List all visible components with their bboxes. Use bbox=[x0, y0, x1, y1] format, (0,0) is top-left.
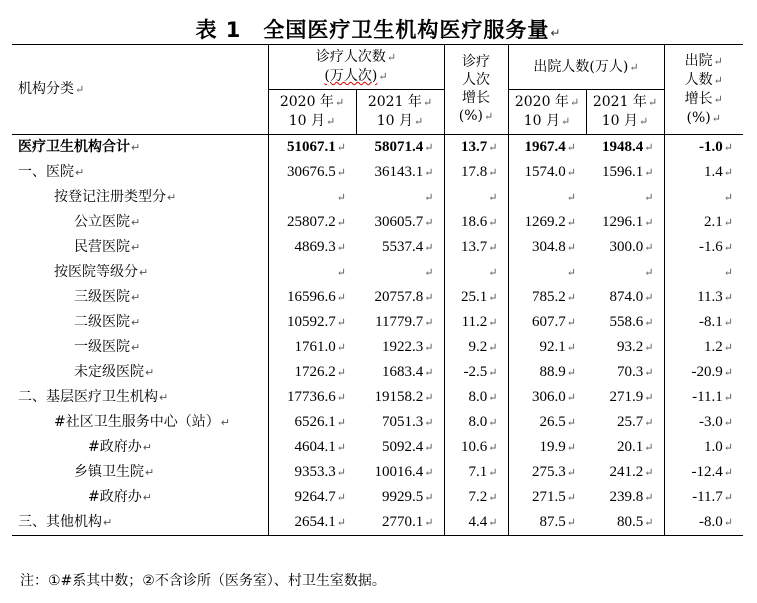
paragraph-mark-icon: ↵ bbox=[550, 26, 562, 40]
cell-v2021: 5092.4↵ bbox=[382, 439, 434, 455]
cell-v2020: 51067.1↵ bbox=[268, 135, 356, 161]
cell-v2020: ↵ bbox=[268, 260, 356, 285]
cell-d2020: 92.1↵ bbox=[508, 335, 586, 360]
table-body bbox=[12, 135, 743, 536]
cell-d2020: 304.8↵ bbox=[508, 235, 586, 260]
cell-vg: 13.7↵ bbox=[444, 235, 508, 260]
cell-v2021: 36143.1↵ bbox=[374, 164, 434, 180]
cell-vg: -2.5↵ bbox=[444, 360, 508, 385]
cell-vg: 18.6↵ bbox=[444, 210, 508, 235]
cell-d2021: ↵ bbox=[644, 192, 654, 204]
cell-d2021: 25.7↵ bbox=[617, 414, 654, 430]
header-category: 机构分类↵ bbox=[12, 45, 268, 135]
row-label: 二级医院↵ bbox=[74, 314, 141, 330]
cell-d2021: 271.9↵ bbox=[609, 389, 654, 405]
cell-d2021: 558.6↵ bbox=[609, 314, 654, 330]
cell-v2021: 7051.3↵ bbox=[382, 414, 434, 430]
cell-dg: ↵ bbox=[664, 185, 743, 210]
cell-vg: 11.2↵ bbox=[444, 310, 508, 335]
header-discharge: 出院人数(万人)↵ bbox=[508, 45, 664, 90]
table-row bbox=[12, 485, 743, 510]
cell-v2021: 20757.8↵ bbox=[374, 289, 434, 305]
table-row bbox=[12, 310, 743, 335]
cell-d2020: 19.9↵ bbox=[508, 435, 586, 460]
cell-dg: -11.1↵ bbox=[664, 385, 743, 410]
row-label: 三级医院↵ bbox=[74, 289, 141, 305]
table-title bbox=[0, 14, 757, 44]
cell-v2021: ↵ bbox=[424, 192, 434, 204]
row-label: 三、其他机构↵ bbox=[12, 510, 268, 536]
cell-d2020: 271.5↵ bbox=[508, 485, 586, 510]
cell-d2021: ↵ bbox=[644, 267, 654, 279]
cell-d2020: ↵ bbox=[508, 260, 586, 285]
cell-v2021: 30605.7↵ bbox=[374, 214, 434, 230]
cell-d2021: 80.5↵ bbox=[586, 510, 664, 536]
cell-d2020: 1574.0↵ bbox=[508, 160, 586, 185]
table-row bbox=[12, 510, 743, 536]
cell-dg: 1.0↵ bbox=[664, 435, 743, 460]
cell-d2021: 874.0↵ bbox=[609, 289, 654, 305]
cell-d2021: 241.2↵ bbox=[609, 464, 654, 480]
cell-v2020: 30676.5↵ bbox=[268, 160, 356, 185]
cell-v2020: 6526.1↵ bbox=[268, 410, 356, 435]
cell-d2020: 1967.4↵ bbox=[508, 135, 586, 161]
row-label: 二、基层医疗卫生机构↵ bbox=[18, 389, 169, 405]
footnote: 注：①#系其中数；②不含诊所（医务室）、村卫生室数据。 bbox=[20, 573, 386, 589]
cell-v2021: 9929.5↵ bbox=[382, 489, 434, 505]
cell-vg: 8.0↵ bbox=[444, 410, 508, 435]
table-row bbox=[12, 185, 743, 210]
row-label: 乡镇卫生院↵ bbox=[74, 464, 155, 480]
table-row bbox=[12, 235, 743, 260]
cell-d2020: 607.7↵ bbox=[508, 310, 586, 335]
cell-vg: 9.2↵ bbox=[444, 335, 508, 360]
table-row bbox=[12, 160, 743, 185]
cell-v2021: 5537.4↵ bbox=[382, 239, 434, 255]
cell-d2020: 87.5↵ bbox=[508, 510, 586, 536]
cell-dg: -3.0↵ bbox=[664, 410, 743, 435]
cell-vg: 7.2↵ bbox=[444, 485, 508, 510]
table-row bbox=[12, 460, 743, 485]
cell-dg: ↵ bbox=[664, 260, 743, 285]
cell-vg: 25.1↵ bbox=[444, 285, 508, 310]
row-label: #政府办↵ bbox=[88, 439, 152, 455]
header-discharge-2021: 2021 年↵ 10 月↵ bbox=[586, 90, 664, 135]
table-row bbox=[12, 435, 743, 460]
cell-vg: 8.0↵ bbox=[444, 385, 508, 410]
row-label: 一、医院↵ bbox=[18, 164, 85, 180]
cell-v2021: 58071.4↵ bbox=[374, 139, 434, 155]
cell-dg: -12.4↵ bbox=[664, 460, 743, 485]
cell-vg: 17.8↵ bbox=[444, 160, 508, 185]
cell-d2021: 93.2↵ bbox=[617, 339, 654, 355]
cell-v2020: 1761.0↵ bbox=[268, 335, 356, 360]
header-discharge-2020: 2020 年↵ 10 月↵ bbox=[508, 90, 586, 135]
cell-v2021: ↵ bbox=[424, 267, 434, 279]
cell-v2020: 10592.7↵ bbox=[268, 310, 356, 335]
table-row bbox=[12, 385, 743, 410]
cell-dg: 1.4↵ bbox=[664, 160, 743, 185]
cell-dg: 2.1↵ bbox=[664, 210, 743, 235]
cell-d2021: 1948.4↵ bbox=[602, 139, 654, 155]
cell-dg: -8.1↵ bbox=[664, 310, 743, 335]
cell-v2020: 1726.2↵ bbox=[268, 360, 356, 385]
cell-v2021: 1683.4↵ bbox=[382, 364, 434, 380]
cell-d2020: 1269.2↵ bbox=[508, 210, 586, 235]
table-row bbox=[12, 360, 743, 385]
cell-d2020: 88.9↵ bbox=[508, 360, 586, 385]
cell-dg: 1.2↵ bbox=[664, 335, 743, 360]
row-label: 一级医院↵ bbox=[74, 339, 141, 355]
cell-dg: -1.0↵ bbox=[664, 135, 743, 161]
cell-vg: 10.6↵ bbox=[444, 435, 508, 460]
cell-dg: 11.3↵ bbox=[664, 285, 743, 310]
cell-v2020: 16596.6↵ bbox=[268, 285, 356, 310]
cell-v2020: 4604.1↵ bbox=[268, 435, 356, 460]
row-label: #社区卫生服务中心（站）↵ bbox=[54, 414, 230, 430]
header-visits: 诊疗人次数↵ (万人次)↵ bbox=[268, 45, 444, 90]
cell-dg: -8.0↵ bbox=[664, 510, 743, 536]
cell-v2020: 9264.7↵ bbox=[268, 485, 356, 510]
header-visits-2021: 2021 年↵ 10 月↵ bbox=[356, 90, 444, 135]
table-title-text: 表 1 全国医疗卫生机构医疗服务量 bbox=[195, 18, 550, 42]
cell-d2020: 275.3↵ bbox=[508, 460, 586, 485]
cell-vg: 13.7↵ bbox=[444, 135, 508, 161]
cell-v2020: 2654.1↵ bbox=[268, 510, 356, 536]
table-row bbox=[12, 135, 743, 161]
row-label: 按医院等级分↵ bbox=[54, 264, 149, 280]
cell-d2021: 1596.1↵ bbox=[602, 164, 654, 180]
cell-v2021: 2770.1↵ bbox=[356, 510, 444, 536]
cell-dg: -20.9↵ bbox=[664, 360, 743, 385]
cell-d2020: 785.2↵ bbox=[508, 285, 586, 310]
cell-d2020: ↵ bbox=[508, 185, 586, 210]
row-label: #政府办↵ bbox=[88, 489, 152, 505]
cell-v2021: 19158.2↵ bbox=[374, 389, 434, 405]
cell-d2021: 1296.1↵ bbox=[602, 214, 654, 230]
table-row bbox=[12, 260, 743, 285]
cell-d2021: 20.1↵ bbox=[617, 439, 654, 455]
cell-v2021: 11779.7↵ bbox=[375, 314, 434, 330]
cell-vg: 7.1↵ bbox=[444, 460, 508, 485]
row-label: 未定级医院↵ bbox=[74, 364, 155, 380]
cell-vg: ↵ bbox=[444, 185, 508, 210]
row-label: 公立医院↵ bbox=[74, 214, 141, 230]
table-header bbox=[12, 45, 743, 135]
header-discharge-growth: 出院↵ 人数↵ 增长↵ (%)↵ bbox=[664, 45, 743, 135]
row-label: 民营医院↵ bbox=[74, 239, 141, 255]
cell-v2021: 10016.4↵ bbox=[374, 464, 434, 480]
header-visits-2020: 2020 年↵ 10 月↵ bbox=[268, 90, 356, 135]
table-row bbox=[12, 335, 743, 360]
cell-vg: ↵ bbox=[444, 260, 508, 285]
cell-v2021: 1922.3↵ bbox=[382, 339, 434, 355]
cell-dg: -11.7↵ bbox=[664, 485, 743, 510]
cell-v2020: 17736.6↵ bbox=[268, 385, 356, 410]
header-visits-growth: 诊疗 人次 增长 (%)↵ bbox=[444, 45, 508, 135]
row-label: 按登记注册类型分↵ bbox=[54, 189, 177, 205]
medical-service-table bbox=[12, 44, 743, 536]
cell-v2020: 25807.2↵ bbox=[268, 210, 356, 235]
row-label: 医疗卫生机构合计↵ bbox=[18, 139, 141, 155]
cell-d2020: 306.0↵ bbox=[508, 385, 586, 410]
cell-v2020: ↵ bbox=[268, 185, 356, 210]
cell-vg: 4.4↵ bbox=[444, 510, 508, 536]
table-row bbox=[12, 285, 743, 310]
cell-v2020: 4869.3↵ bbox=[268, 235, 356, 260]
cell-d2021: 239.8↵ bbox=[609, 489, 654, 505]
table-row bbox=[12, 210, 743, 235]
cell-d2021: 300.0↵ bbox=[609, 239, 654, 255]
cell-d2020: 26.5↵ bbox=[508, 410, 586, 435]
cell-v2020: 9353.3↵ bbox=[268, 460, 356, 485]
cell-d2021: 70.3↵ bbox=[617, 364, 654, 380]
table-row bbox=[12, 410, 743, 435]
cell-dg: -1.6↵ bbox=[664, 235, 743, 260]
